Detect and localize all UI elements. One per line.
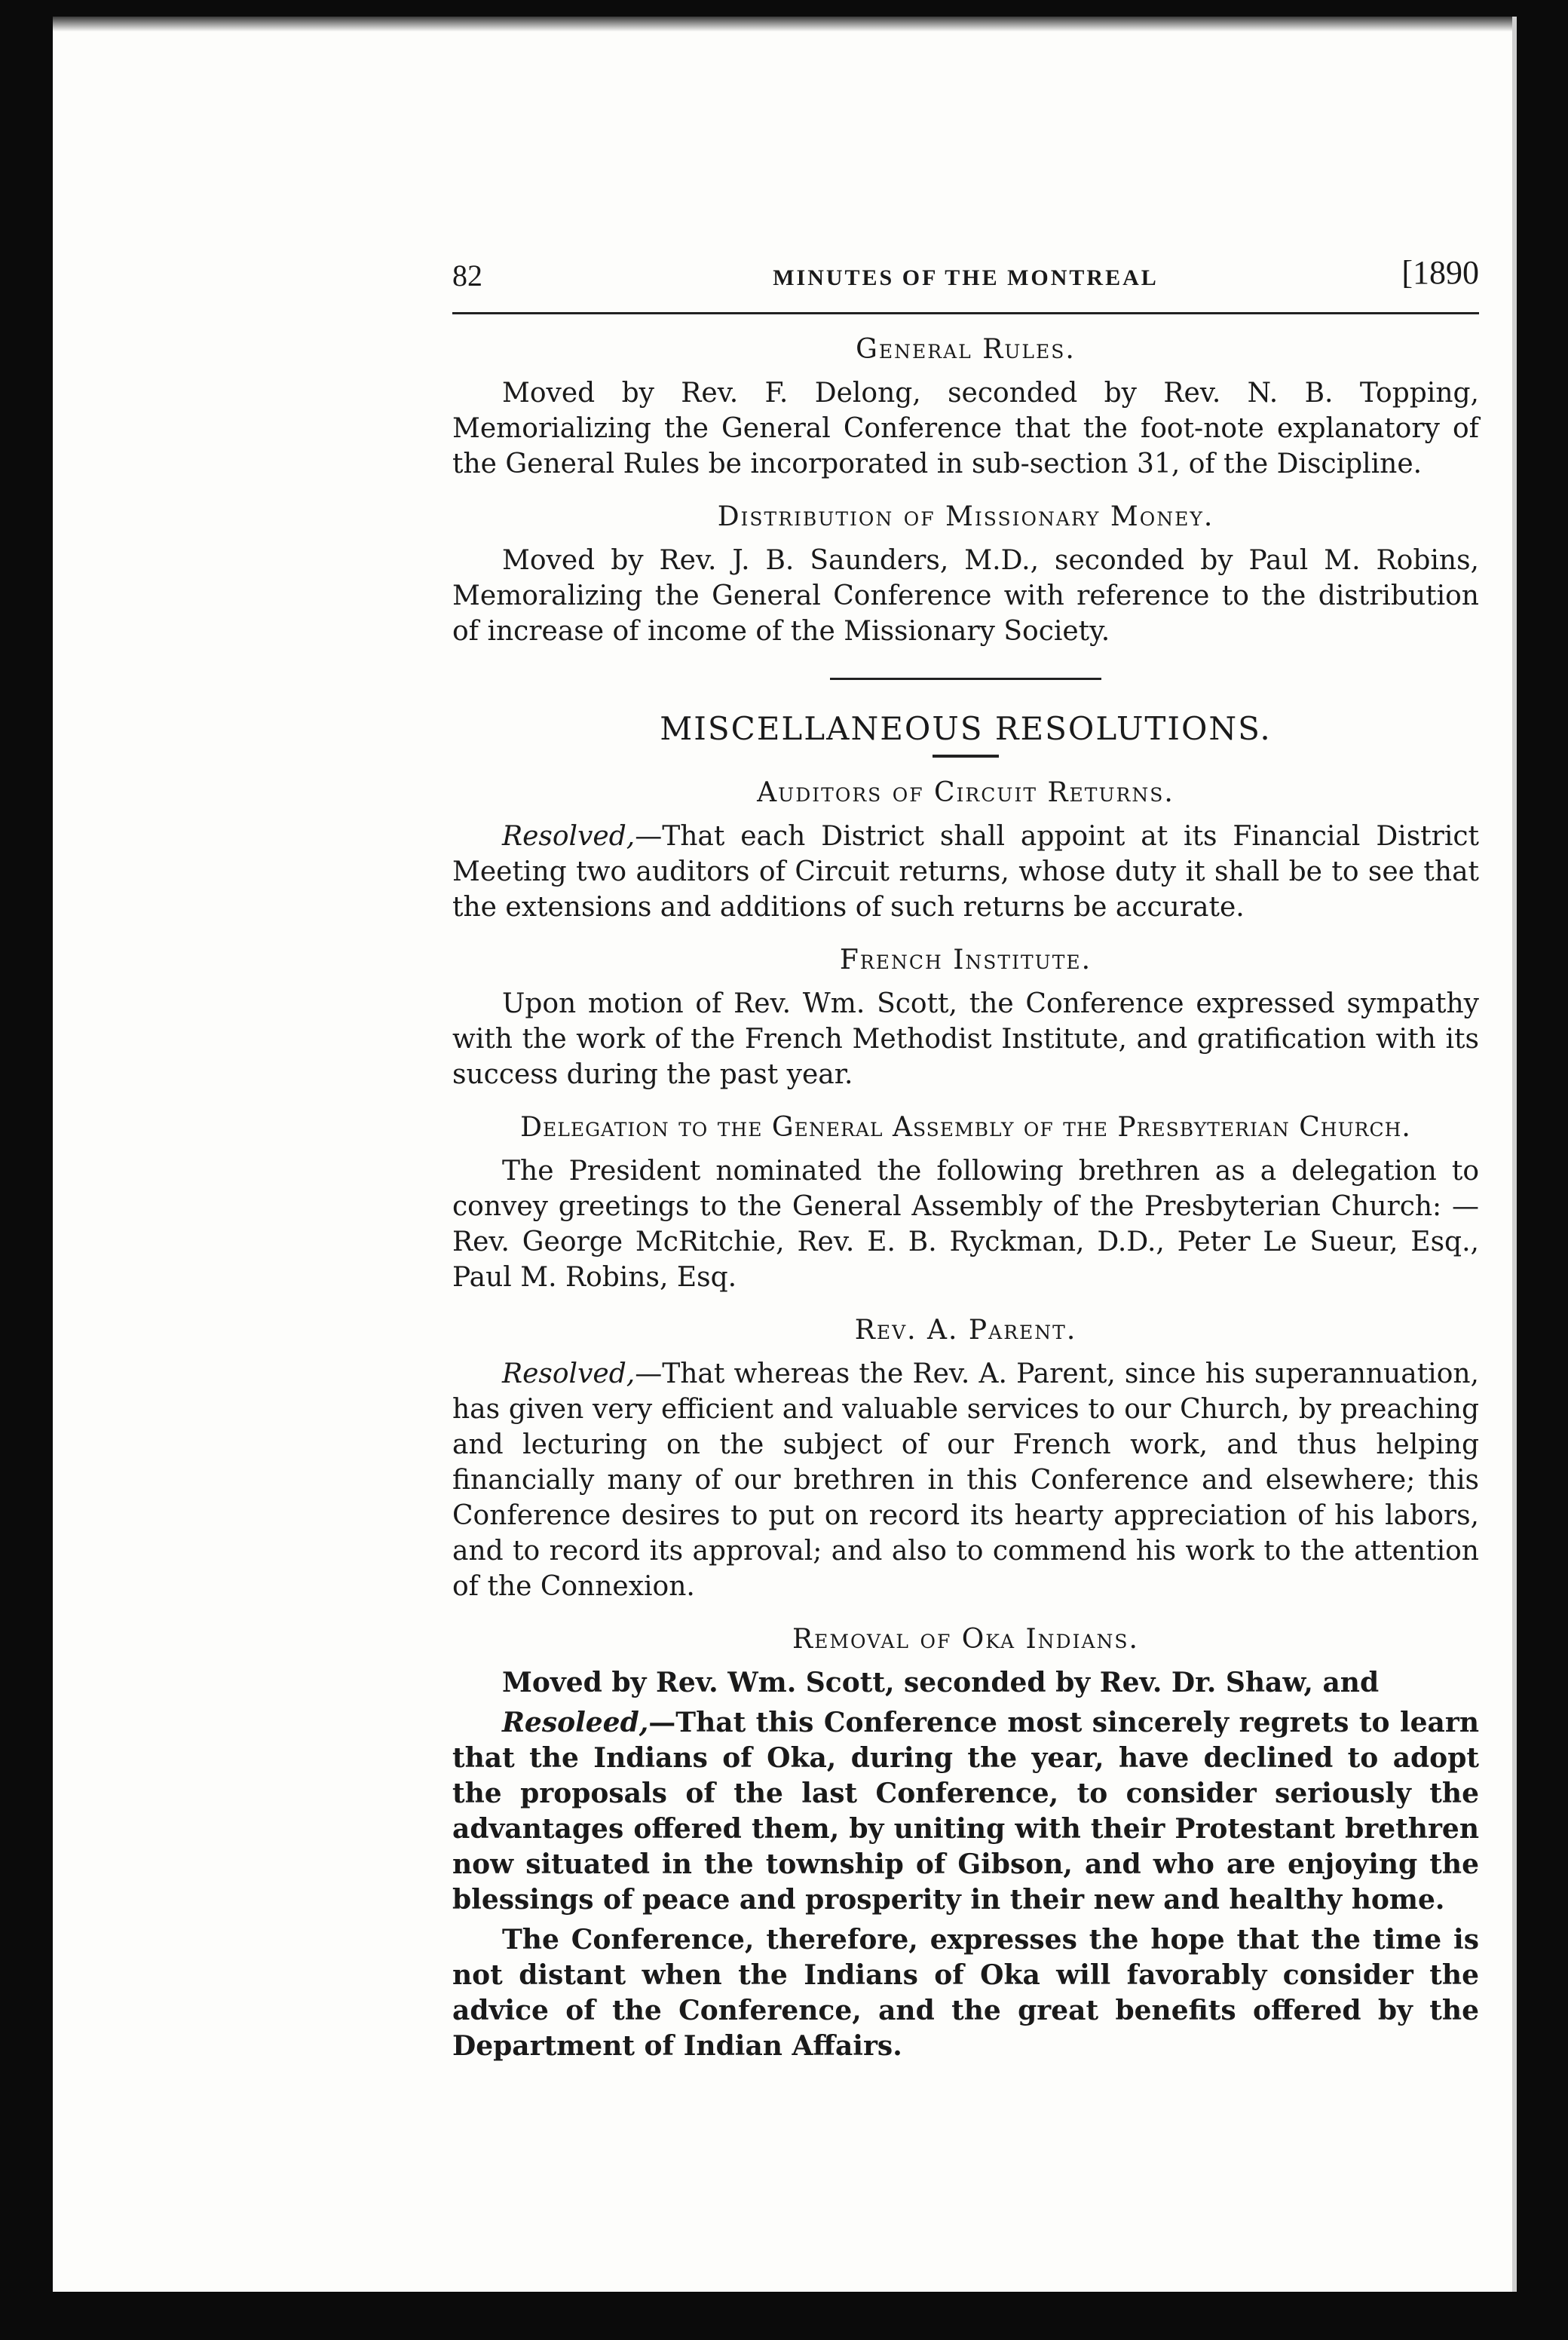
running-header [452, 243, 1479, 297]
heading-parent: Rev. A. Parent. [854, 1315, 1077, 1346]
running-title: MINUTES OF THE MONTREAL [773, 265, 1159, 290]
para-french-institute: Upon motion of Rev. Wm. Scott, the Conference expressed sympathy with the work of the French Methodist Institute, and gratification with its success during the past year. [452, 988, 1479, 1090]
heading-auditors: Auditors of Circuit Returns. [757, 777, 1174, 808]
oka-block [452, 1665, 1479, 2064]
para-oka-hope: The Conference, therefore, expresses the hope that the time is not distant when the Indians of Oka will favorably consider the advice of the Conference, and the great benefits offered by the Department of Indian Affairs. [452, 1924, 1479, 2062]
heading-delegation: Delegation to the General Assembly of the Presbyterian Church. [520, 1112, 1411, 1143]
auditors-text: —That each District shall appoint at its Financial District Meeting two auditors of Circuit returns, whose duty it shall be to see that the extensions and additions of such returns be accurate. [452, 821, 1479, 923]
heading-general-rules: General Rules. [856, 334, 1076, 365]
para-general-rules: Moved by Rev. F. Delong, seconded by Rev. N. B. Topping, Memorializing the General Conference that the foot-note explanatory of the General Rules be incorporated in sub-section 31, of the Discipline. [452, 378, 1479, 479]
resolved-label: Resolved, [502, 1358, 635, 1389]
para-auditors [452, 819, 1479, 925]
para-parent [452, 1356, 1479, 1604]
text-block [452, 243, 1479, 2064]
header-rule [452, 312, 1479, 314]
para-oka-moved: Moved by Rev. Wm. Scott, seconded by Rev. Dr. Shaw, and [502, 1667, 1380, 1698]
page-sheet [53, 17, 1517, 2292]
para-missionary-money: Moved by Rev. J. B. Saunders, M.D., seconded by Paul M. Robins, Memoralizing the General Conference with reference to the distribution of increase of income of the Missionary Society. [452, 545, 1479, 647]
para-delegation: The President nominated the following brethren as a delegation to convey greetings to the General Assembly of the Presbyterian Church: —Rev. George McRitchie, Rev. E. B. Ryckman, D.D., Peter Le Sueur, Esq., Paul M. Robins, Esq. [452, 1156, 1479, 1293]
heading-french-institute: French Institute. [839, 945, 1092, 976]
section-divider [830, 678, 1101, 680]
title-underline [933, 755, 999, 758]
page-number: 82 [452, 259, 482, 292]
heading-missionary-money: Distribution of Missionary Money. [717, 501, 1214, 532]
resolved-label: Resolved, [502, 821, 635, 852]
scan-top-shadow [53, 17, 1517, 32]
oka-resolved-text: —That this Conference most sincerely regrets to learn that the Indians of Oka, during the year, have declined to adopt the proposals of the last Conference, to consider seriously the advantages offered them, by uniting with their Protestant brethren now situated in the township of Gibson, and who are enjoying the blessings of peace and prosperity in their new and healthy home. [452, 1707, 1479, 1916]
heading-oka: Removal of Oka Indians. [792, 1624, 1139, 1655]
resolved-label: Resoleed, [502, 1707, 649, 1738]
parent-text: —That whereas the Rev. A. Parent, since his superannuation, has given very efficient and valuable services to our Church, by preaching and lecturing on the subject of our French work, and thus helping financially many of our brethren in this Conference and elsewhere; this Conference desires to put on record its hearty appreciation of his labors, and to record its approval; and also to commend his work to the attention of the Connexion. [452, 1358, 1479, 1602]
misc-resolutions-title: MISCELLANEOUS RESOLUTIONS. [660, 710, 1272, 747]
para-oka-resolved [452, 1705, 1479, 1918]
scan-right-edge [1512, 17, 1517, 2292]
header-year: [1890 [1401, 254, 1479, 291]
